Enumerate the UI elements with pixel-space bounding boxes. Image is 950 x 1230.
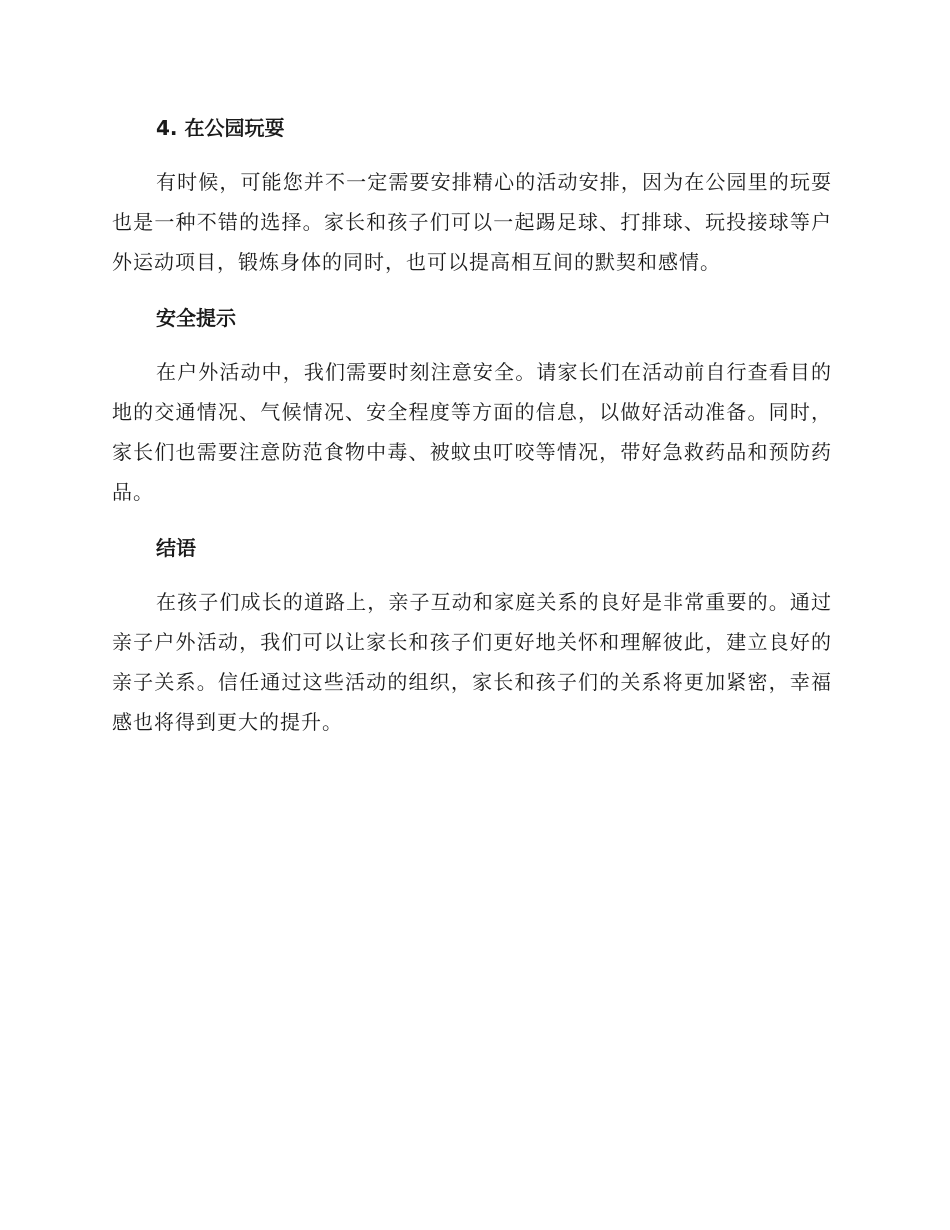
section-paragraph-park: 有时候，可能您并不一定需要安排精心的活动安排，因为在公园里的玩耍也是一种不错的选择。家长和孩子们可以一起踢足球、打排球、玩投接球等户外运动项目，锻炼身体的同时，也可以提高相互间的默契和感情。: [112, 170, 832, 274]
section-paragraph-safety: 在户外活动中，我们需要时刻注意安全。请家长们在活动前自行查看目的地的交通情况、气候情况、安全程度等方面的信息，以做好活动准备。同时，家长们也需要注意防范食物中毒、被蚊虫叮咬等情况，带好急救药品和预防药品。: [112, 360, 832, 504]
section-heading-conclusion: 结语: [156, 536, 196, 560]
section-heading-park: 4. 在公园玩耍: [156, 116, 285, 140]
section-heading-safety: 安全提示: [156, 306, 236, 330]
document-page: [112, 108, 832, 742]
section-paragraph-conclusion: 在孩子们成长的道路上，亲子互动和家庭关系的良好是非常重要的。通过亲子户外活动，我们可以让家长和孩子们更好地关怀和理解彼此，建立良好的亲子关系。信任通过这些活动的组织，家长和孩子们的关系将更加紧密，幸福感也将得到更大的提升。: [112, 590, 832, 734]
